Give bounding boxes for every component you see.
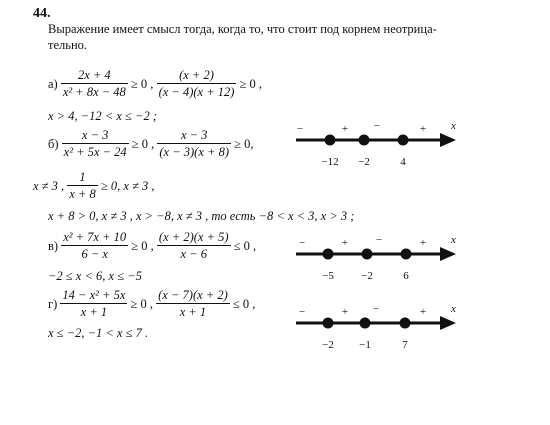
part-v-fraction-2: $\frac{(x + 2)(x + 5)}{x - 6}$ xyxy=(158,230,229,261)
point-3 xyxy=(401,249,412,260)
point-1 xyxy=(323,318,334,329)
sign-4: + xyxy=(419,237,427,249)
point-label-3: 7 xyxy=(402,339,408,351)
axis-variable: x xyxy=(451,234,456,246)
point-label-3: 4 xyxy=(400,156,406,168)
sign-3: − xyxy=(375,234,383,246)
part-v-answer: −2 ≤ x < 6, x ≤ −5 xyxy=(48,269,142,283)
part-b-fraction-3: $\frac{1}{x + 8}$ xyxy=(69,170,96,201)
number-line-2 xyxy=(290,232,460,284)
part-b-equation: б) $\frac{x - 3}{\text{x² + 5x − 24}}$ ≥ 0 , $\frac{x - 3}{(x - 3)(x + 8)}$ ≥ 0, xyxy=(48,128,254,159)
point-label-2: −2 xyxy=(358,156,370,168)
arrow-head-icon xyxy=(440,133,456,147)
arrow-head-icon xyxy=(440,247,456,261)
part-a-fraction-1: $\frac{2x + 4}{\text{x² + 8x − 48}}$ xyxy=(62,68,126,99)
part-v-label: в) xyxy=(48,238,59,253)
part-b-line-3: x + 8 > 0, x ≠ 3 , x > −8, x ≠ 3 , то есть −8 < x < 3, x > 3 ; xyxy=(48,209,355,223)
arrow-head-icon xyxy=(440,316,456,330)
axis-variable: x xyxy=(451,303,456,315)
intro-line-1: Выражение имеет смысл тогда, когда то, что стоит под корнем неотрица- xyxy=(48,22,437,36)
sign-2: + xyxy=(341,306,349,318)
sign-1: − xyxy=(296,123,304,135)
part-b-label: б) xyxy=(48,136,59,151)
part-g-label: г) xyxy=(48,296,58,311)
point-2 xyxy=(359,135,370,146)
axis-variable: x xyxy=(451,120,456,132)
point-1 xyxy=(323,249,334,260)
point-label-2: −1 xyxy=(359,339,371,351)
sign-2: + xyxy=(341,123,349,135)
sign-2: + xyxy=(341,237,349,249)
point-2 xyxy=(362,249,373,260)
point-label-1: −12 xyxy=(321,156,339,168)
point-label-1: −2 xyxy=(322,339,334,351)
part-g-fraction-1: $\frac{\text{14 − x² + 5x}}{x + 1}$ xyxy=(62,288,126,319)
part-a-fraction-2: $\frac{(x + 2)}{(x - 4)(x + 12)}$ xyxy=(158,68,235,99)
point-label-1: −5 xyxy=(322,270,334,282)
point-label-2: −2 xyxy=(361,270,373,282)
point-2 xyxy=(360,318,371,329)
part-g-equation: г) $\frac{\text{14 − x² + 5x}}{x + 1}$ ≥ 0 , $\frac{(x - 7)(x + 2)}{x + 1}$ ≤ 0 , xyxy=(48,288,256,319)
part-g-answer: x ≤ −2, −1 < x ≤ 7 . xyxy=(48,326,149,340)
part-v-equation: в) $\frac{\text{x² + 7x + 10}}{6 - x}$ ≥ 0 , $\frac{(x + 2)(x + 5)}{x - 6}$ ≤ 0 , xyxy=(48,230,257,261)
sign-3: − xyxy=(373,120,381,132)
problem-number: 44. xyxy=(33,6,51,21)
point-3 xyxy=(398,135,409,146)
sign-1: − xyxy=(298,306,306,318)
number-line-1 xyxy=(290,118,460,170)
sign-1: − xyxy=(298,237,306,249)
intro-line-2: тельно. xyxy=(48,38,88,52)
sign-4: + xyxy=(419,306,427,318)
part-b-line-2: x ≠ 3 , $\frac{1}{x + 8}$ ≥ 0, x ≠ 3 , xyxy=(33,170,155,201)
part-v-fraction-1: $\frac{\text{x² + 7x + 10}}{6 - x}$ xyxy=(63,230,127,261)
part-b-fraction-1: $\frac{x - 3}{\text{x² + 5x − 24}}$ xyxy=(63,128,127,159)
point-label-3: 6 xyxy=(403,270,409,282)
part-a-answer: x > 4, −12 < x ≤ −2 ; xyxy=(48,109,157,123)
part-g-fraction-2: $\frac{(x - 7)(x + 2)}{x + 1}$ xyxy=(158,288,228,319)
part-a-label: а) xyxy=(48,76,58,91)
part-a-equation: а) $\frac{2x + 4}{\text{x² + 8x − 48}}$ ≥ 0 , $\frac{(x + 2)}{(x - 4)(x + 12)}$ ≥ 0 , xyxy=(48,68,263,99)
sign-4: + xyxy=(419,123,427,135)
point-3 xyxy=(400,318,411,329)
part-b-fraction-2: $\frac{x - 3}{(x - 3)(x + 8)}$ xyxy=(159,128,229,159)
number-line-3 xyxy=(290,301,460,353)
point-1 xyxy=(325,135,336,146)
sign-3: − xyxy=(372,303,380,315)
